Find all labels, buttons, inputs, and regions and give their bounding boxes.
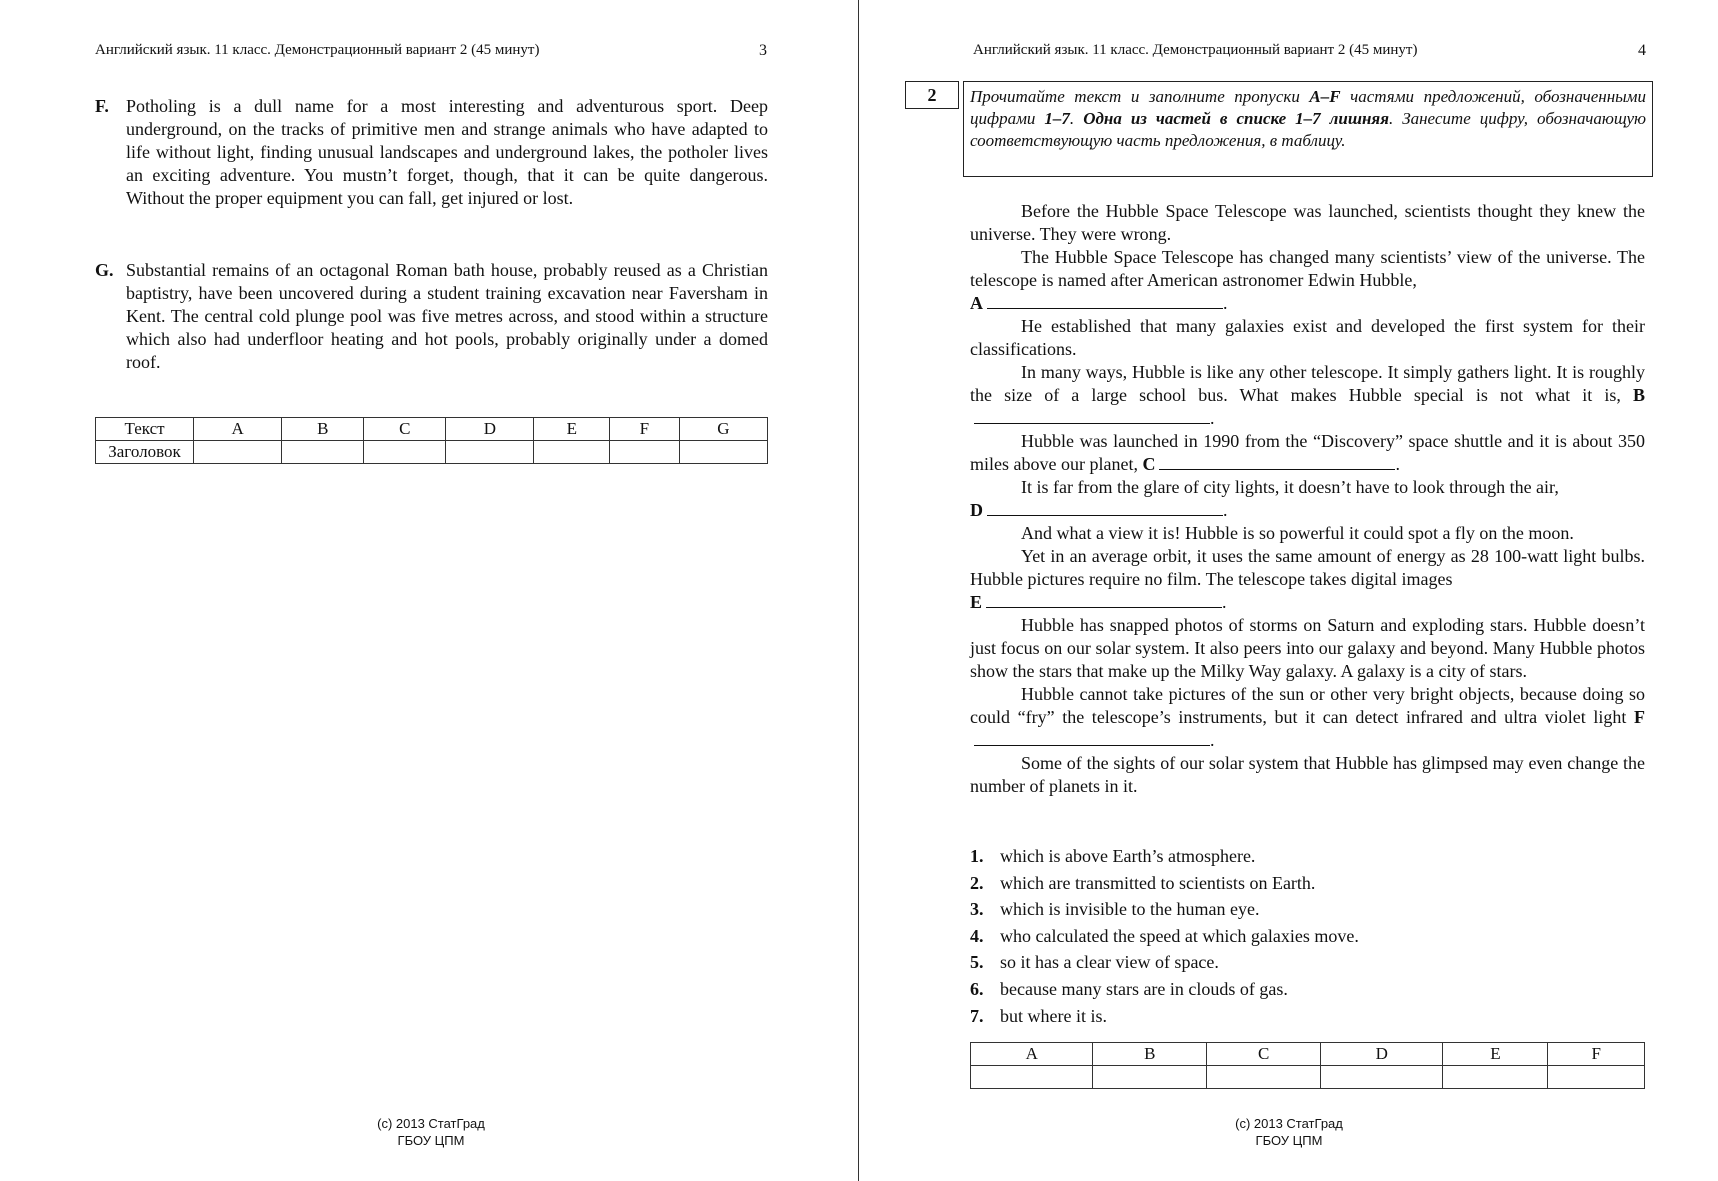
paragraph: And what a view it is! Hubble is so powerful it could spot a fly on the moon. [1021, 523, 1574, 543]
list-item: 6. because many stars are in clouds of gas. [970, 978, 1288, 999]
options-list [970, 843, 1359, 1029]
column-header: F [610, 418, 680, 441]
footer-org: ГБОУ ЦПМ [397, 1133, 465, 1148]
gap-a[interactable]: A . [970, 293, 1228, 313]
page-3 [0, 0, 858, 1181]
column-header: F [1548, 1043, 1645, 1066]
table-row [96, 441, 768, 464]
item-text: Potholing is a dull name for a most interesting and adventurous sport. Deep underground, on the tracks of primitive men and strange animals who have adapted to life without light, finding unusual landscapes and underground lakes, the potholer lives an exciting adventure. You mustn’t forget, though, that it can be quite dangerous. Without the proper equipment you can fall, get injured or lost. [126, 96, 768, 208]
answer-cell[interactable] [971, 1066, 1093, 1089]
item-label: F. [95, 96, 109, 116]
paragraph: In many ways, Hubble is like any other telescope. It simply gathers light. It is roughly the size of a large school bus. What makes Hubble special is not what it is, B. [970, 362, 1646, 428]
column-header: E [534, 418, 610, 441]
list-item: 7. but where it is. [970, 1005, 1107, 1026]
list-item: 5. so it has a clear view of space. [970, 952, 1219, 973]
answer-cell[interactable] [446, 441, 534, 464]
answer-cell[interactable] [1207, 1066, 1321, 1089]
paragraph: He established that many galaxies exist and developed the first system for their classifications. [970, 316, 1645, 359]
answer-cell[interactable] [534, 441, 610, 464]
footer-copyright: (c) 2013 СтатГрад [377, 1116, 485, 1131]
gap-d[interactable]: D . [970, 500, 1228, 520]
column-header: E [1443, 1043, 1548, 1066]
page-number: 3 [759, 42, 767, 59]
task-instruction: Прочитайте текст и заполните пропуски A–F частями предложений, обозначенными цифрами 1–7. Одна из частей в списке 1–7 лишняя. Занесите цифру, обозначающую соответствующую часть предложения, в таблицу. [963, 81, 1653, 177]
answer-cell[interactable] [679, 441, 767, 464]
column-header: C [364, 418, 446, 441]
footer [2, 1115, 860, 1149]
answer-table-gaps [970, 1042, 1645, 1089]
column-header: D [446, 418, 534, 441]
answer-cell[interactable] [1443, 1066, 1548, 1089]
table-row [971, 1066, 1645, 1089]
paragraph: Some of the sights of our solar system that Hubble has glimpsed may even change the number of planets in it. [970, 753, 1645, 796]
page-number: 4 [1638, 42, 1646, 59]
row-label: Текст [96, 418, 194, 441]
table-row [96, 418, 768, 441]
column-header: B [1093, 1043, 1207, 1066]
text-item-g [95, 259, 768, 374]
page-header: Английский язык. 11 класс. Демонстрационный вариант 2 (45 минут) [95, 42, 540, 58]
list-item: 2. which are transmitted to scientists on Earth. [970, 872, 1316, 893]
answer-cell[interactable] [282, 441, 364, 464]
list-item: 4. who calculated the speed at which galaxies move. [970, 925, 1359, 946]
page-divider [858, 0, 859, 1181]
paragraph: Hubble cannot take pictures of the sun or other very bright objects, because doing so could “fry” the telescope’s instruments, but it can detect infrared and ultra violet light F. [970, 684, 1646, 750]
footer-copyright: (c) 2013 СтатГрад [1235, 1116, 1343, 1131]
column-header: G [679, 418, 767, 441]
column-header: A [194, 418, 282, 441]
footer [860, 1115, 1718, 1149]
list-item: 1. which is above Earth’s atmosphere. [970, 846, 1256, 866]
task-number-box: 2 [905, 81, 959, 109]
answer-cell[interactable] [194, 441, 282, 464]
answer-cell[interactable] [1093, 1066, 1207, 1089]
paragraph: It is far from the glare of city lights, it doesn’t have to look through the air, [1021, 477, 1559, 497]
gap-b[interactable]: B [1633, 385, 1646, 405]
column-header: A [971, 1043, 1093, 1066]
column-header: D [1321, 1043, 1443, 1066]
paragraph: Yet in an average orbit, it uses the same amount of energy as 28 100-watt light bulbs. Hubble pictures require no film. The telescope takes digital images [970, 546, 1645, 589]
paragraph: Before the Hubble Space Telescope was launched, scientists thought they knew the universe. They were wrong. [970, 201, 1645, 244]
page-header: Английский язык. 11 класс. Демонстрационный вариант 2 (45 минут) [973, 42, 1418, 58]
gap-c[interactable]: C [1142, 454, 1156, 474]
table-row [971, 1043, 1645, 1066]
text-item-f [95, 95, 768, 210]
answer-cell[interactable] [1321, 1066, 1443, 1089]
footer-org: ГБОУ ЦПМ [1255, 1133, 1323, 1148]
column-header: B [282, 418, 364, 441]
paragraph: Hubble was launched in 1990 from the “Discovery” space shuttle and it is about 350 miles above our planet, C . [970, 431, 1645, 474]
answer-cell[interactable] [610, 441, 680, 464]
item-text: Substantial remains of an octagonal Roman bath house, probably reused as a Christian baptistry, have been uncovered during a student training excavation near Faversham in Kent. The central cold plunge pool was five metres across, and stood within a structure which also had underfloor heating and hot pools, probably originally under a domed roof. [126, 260, 768, 372]
item-label: G. [95, 260, 114, 280]
row-label: Заголовок [96, 441, 194, 464]
paragraph: The Hubble Space Telescope has changed many scientists’ view of the universe. The telescope is named after American astronomer Edwin Hubble, [970, 247, 1645, 290]
answer-table-headings [95, 417, 768, 464]
answer-cell[interactable] [364, 441, 446, 464]
column-header: C [1207, 1043, 1321, 1066]
page-4 [860, 0, 1718, 1181]
gap-e[interactable]: E . [970, 592, 1227, 612]
reading-text [970, 200, 1645, 798]
list-item: 3. which is invisible to the human eye. [970, 899, 1260, 920]
gap-f[interactable]: F [1634, 707, 1646, 727]
paragraph: Hubble has snapped photos of storms on Saturn and exploding stars. Hubble doesn’t just focus on our solar system. It also peers into our galaxy and beyond. Many Hubble photos show the stars that make up the Milky Way galaxy. A galaxy is a city of stars. [970, 615, 1645, 681]
answer-cell[interactable] [1548, 1066, 1645, 1089]
